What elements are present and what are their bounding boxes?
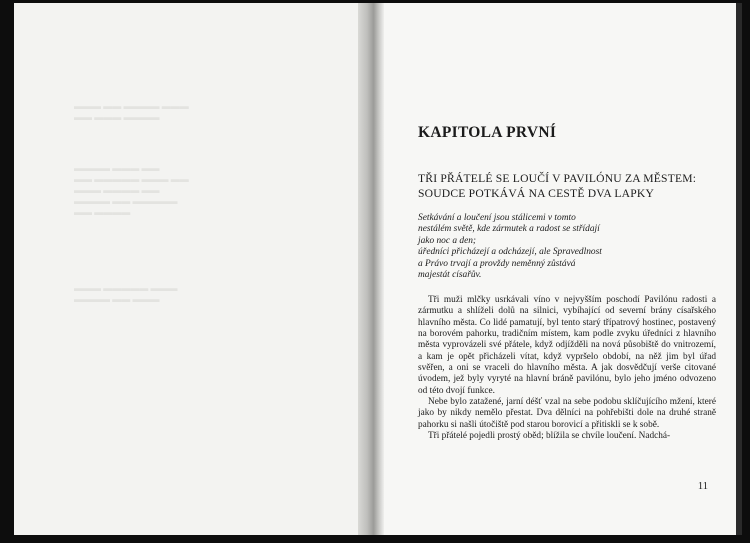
paragraph: Tři muži mlčky usrkávali víno v nejvyšším poschodí Pavilónu radosti a zármutku a shlíželi dolů na silnici, vybíhající od severní brány císařského hlavního města. Co lidé pamatují, byl tento starý třípatrový hostinec, postavený na borovém pahorku, tradičním místem, kam podle zvyku úředníci z hlavního města vyprovázeli své přátele, když odjížděli na nová působiště do vnitrozemí, a kam je opět přicházeli vítat, když vypršelo období, na něž jim byl úřad svěřen, a oni se vraceli do hlavního města. A jak dosvědčují verše citované úvodem, jež byly vyryté na hlavní bráně pavilónu, bylo jeho jméno odvozeno od této dvojí funkce. xyxy=(418,295,716,396)
right-page xyxy=(384,3,736,535)
chapter-title: KAPITOLA PRVNÍ xyxy=(418,124,557,141)
left-page-blank xyxy=(14,3,371,535)
page-number: 11 xyxy=(697,481,708,492)
motto-line: nestálém světě, kde zármutek a radost se střídají xyxy=(418,224,600,235)
show-through-text: ▬▬▬▬ ▬▬▬ ▬▬ ▬▬ ▬▬▬▬▬ ▬▬▬ ▬▬ ▬▬▬ ▬▬▬▬ ▬▬ ▬▬▬▬ ▬▬ ▬▬▬▬▬ ▬▬ ▬▬▬▬ xyxy=(74,163,189,217)
book-edge xyxy=(736,3,742,535)
motto-line: a Právo trvají a provždy neměnný zůstává xyxy=(418,258,576,269)
body-text xyxy=(418,295,716,442)
chapter-subtitle xyxy=(418,171,716,201)
paragraph: Nebe bylo zatažené, jarní déšť vzal na sebe podobu sklíčujícího mžení, které jako by nikdy nemělo přestat. Dva dělníci na pohřebišti dole na druhé straně pahorku si našli útočiště pod starou borovicí a přitiskli se k sobě. xyxy=(418,397,716,430)
chapter-motto xyxy=(418,213,602,281)
motto-line: Setkávání a loučení jsou stálicemi v tomto xyxy=(418,213,576,223)
motto-line: úředníci přicházejí a odcházejí, ale Spravedlnost xyxy=(418,247,602,258)
subtitle-line: SOUDCE POTKÁVÁ NA CESTĚ DVA LAPKY xyxy=(418,187,655,200)
subtitle-line: TŘI PŘÁTELÉ SE LOUČÍ V PAVILÓNU ZA MĚSTEM: xyxy=(418,172,697,185)
book-gutter xyxy=(358,3,384,535)
paragraph: Tři přátelé pojedli prostý oběd; blížila se chvíle loučení. Nadchá- xyxy=(428,431,671,442)
show-through-text: ▬▬▬ ▬▬ ▬▬▬▬ ▬▬▬ ▬▬ ▬▬▬ ▬▬▬▬ xyxy=(74,101,189,122)
show-through-text: ▬▬▬ ▬▬▬▬▬ ▬▬▬ ▬▬▬▬ ▬▬ ▬▬▬ xyxy=(74,283,178,304)
motto-line: majestát císařův. xyxy=(418,270,482,281)
motto-line: jako noc a den; xyxy=(418,235,477,246)
